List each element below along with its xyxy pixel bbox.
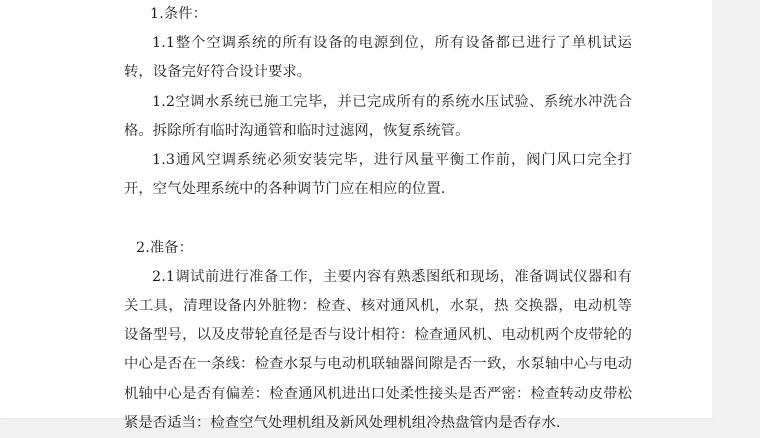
paragraph-1-2: 1.2空调水系统已施工完毕，并已完成所有的系统水压试验、系统水冲洗合格。拆除所有临时沟通管和临时过滤网，恢复系统管。 <box>124 93 632 139</box>
viewer-scroll-area[interactable] <box>712 0 760 418</box>
section-heading-conditions: 1.条件： <box>150 6 208 22</box>
blank-line <box>124 204 632 233</box>
section-heading-preparation: 2.准备： <box>136 239 194 256</box>
paragraph-1-1: 1.1整个空调系统的所有设备的电源到位，所有设备都已进行了单机试运转，设备完好符合设计要求。 <box>124 35 632 81</box>
paragraph-1-3: 1.3通风空调系统必须安装完毕，进行风量平衡工作前，阀门风口完全打开，空气处理系统中的各种调节门应在相应的位置. <box>124 152 632 198</box>
paragraph-2-1: 2.1调试前进行准备工作，主要内容有熟悉图纸和现场，准备调试仪器和有关工具，清理设备内外脏物：检查、核对通风机，水泵，热 交换器，电动机等设备型号，以及皮带轮直径是否与设计相符：检查通风机、电动机两个皮带轮的中心是否在一条线：检查水泵与电动机联轴器间隙是否一致，水泵轴中心与电动机轴中心是否有偏差：检查通风机进出口处柔性接头是否严密：检查转动皮带松紧是否适当：检查空气处理机组及新风处理机组冷热盘管内是否存水. <box>124 268 632 431</box>
document-body <box>124 0 632 438</box>
